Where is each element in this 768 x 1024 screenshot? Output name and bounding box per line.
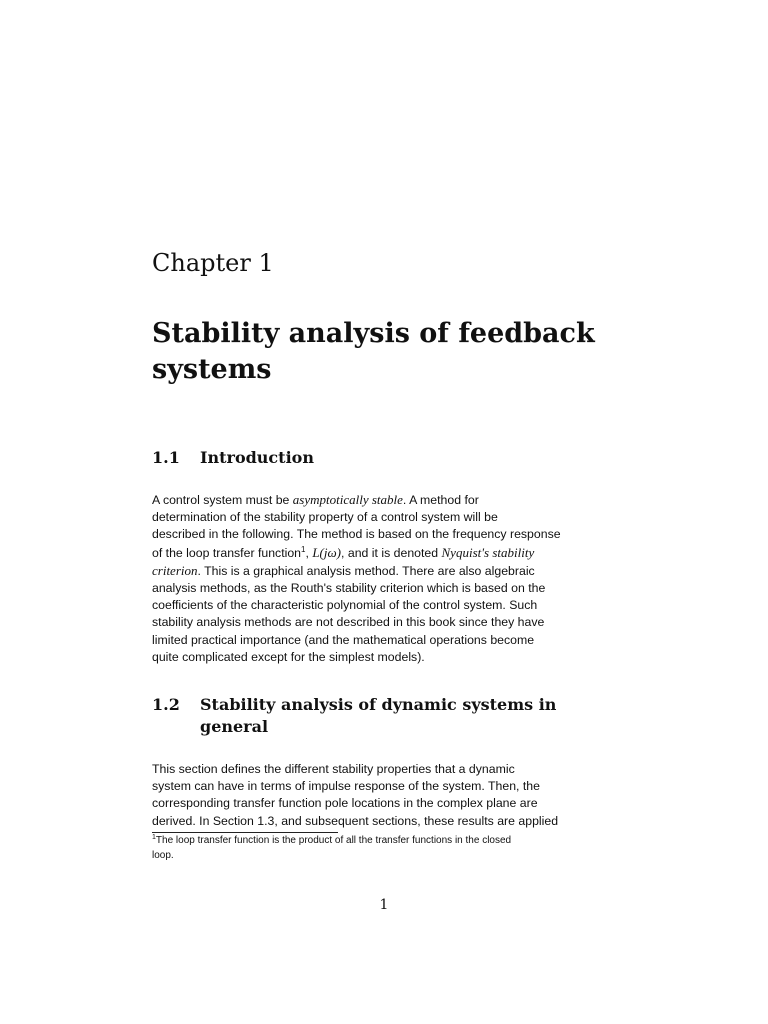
footnote-line: loop. [152, 849, 174, 861]
paragraph-line: derived. In Section 1.3, and subsequent sections, these results are applied [152, 813, 559, 828]
chapter-title-line-2: systems [152, 354, 272, 385]
introduction-paragraph [152, 491, 616, 666]
paragraph-line: stability analysis methods are not described in this book since they have [152, 615, 545, 630]
emphasis-text: criterion [152, 562, 198, 578]
footnote [152, 834, 618, 863]
emphasis-text: Nyquist's stability [441, 544, 535, 560]
paragraph-line: limited practical importance (and the mathematical operations become [152, 632, 535, 647]
paragraph-line: coefficients of the characteristic polynomial of the control system. Such [152, 598, 538, 613]
section-title [200, 694, 580, 738]
paragraph-line: analysis methods, as the Routh's stability criterion which is based on the [152, 581, 546, 596]
text-run: of the loop transfer function [152, 545, 302, 560]
text-run: , and it is denoted [341, 545, 442, 560]
text-run: , [305, 545, 313, 560]
chapter-title-line-1: Stability analysis of feedback [152, 318, 595, 349]
math-expression: L(jω) [312, 544, 342, 560]
paragraph-line [152, 562, 616, 580]
text-run: . A method for [402, 493, 479, 507]
emphasis-text: asymptotically stable [292, 492, 403, 507]
section-number: 1.1 [152, 448, 180, 467]
paragraph-line: This section defines the different stability properties that a dynamic [152, 762, 515, 776]
text-run: A control system must be [152, 493, 293, 507]
section-number: 1.2 [152, 695, 180, 714]
section-title-line-2: general [200, 717, 269, 736]
footnote-divider [152, 832, 338, 833]
paragraph-line: determination of the stability property of a control system will be [152, 510, 498, 525]
section-title: Introduction [200, 448, 314, 467]
footnote-line [152, 834, 618, 849]
paragraph-line [152, 544, 616, 562]
paragraph-line: corresponding transfer function pole locations in the complex plane are [152, 796, 538, 811]
footnote-text: The loop transfer function is the product of all the transfer functions in the closed [155, 835, 512, 846]
footnote-marker: 1 [152, 834, 156, 841]
paragraph-line [152, 491, 616, 509]
chapter-label: Chapter 1 [152, 249, 274, 277]
section-title-line-1: Stability analysis of dynamic systems in [200, 695, 557, 714]
chapter-title [152, 316, 632, 388]
text-run: . This is a graphical analysis method. There are also algebraic [197, 563, 535, 578]
footnote-marker: 1 [301, 544, 306, 554]
paragraph-line: described in the following. The method is based on the frequency response [152, 527, 561, 542]
paragraph-line: quite complicated except for the simplest models). [152, 649, 425, 664]
paragraph-line: system can have in terms of impulse response of the system. Then, the [152, 779, 540, 794]
page-number: 1 [379, 897, 389, 913]
stability-section-paragraph [152, 761, 616, 830]
